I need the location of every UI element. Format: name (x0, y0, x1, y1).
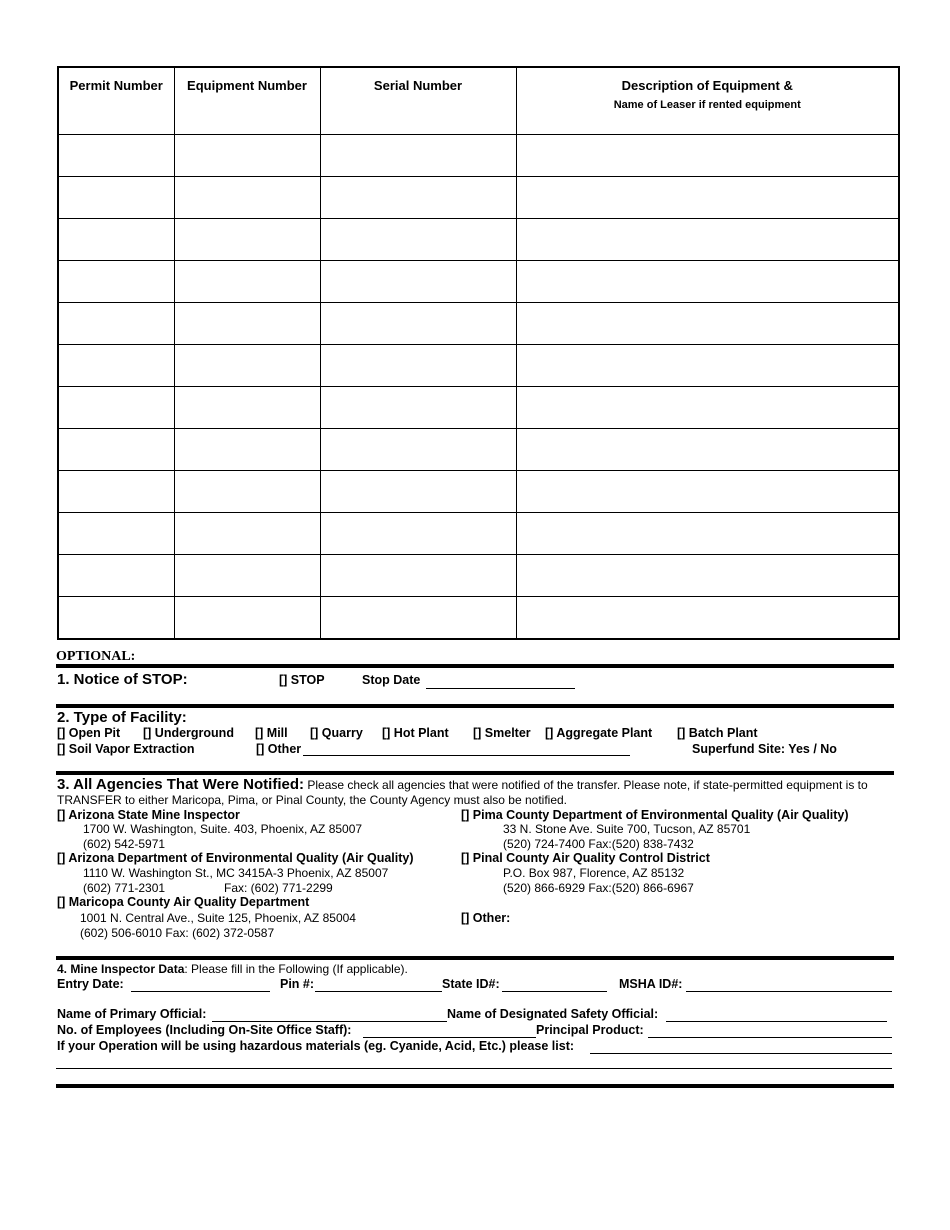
header-description-line2: Name of Leaser if rented equipment (613, 99, 801, 111)
superfund-site[interactable]: Superfund Site: Yes / No (692, 742, 837, 756)
stop-date-field[interactable] (426, 674, 575, 689)
cell-serial-number[interactable] (320, 345, 516, 387)
cell-permit-number[interactable] (58, 177, 174, 219)
stop-date-label: Stop Date (362, 673, 421, 687)
table-row (58, 555, 899, 597)
section-divider (56, 956, 894, 960)
cell-permit-number[interactable] (58, 555, 174, 597)
cell-equipment-number[interactable] (174, 429, 320, 471)
facility-mill[interactable]: [] Mill (255, 726, 288, 740)
cell-equipment-number[interactable] (174, 387, 320, 429)
table-row (58, 303, 899, 345)
agency-pima-phone: (520) 724-7400 Fax:(520) 838-7432 (503, 837, 694, 851)
safety-official-field[interactable] (666, 1007, 887, 1022)
safety-official-label: Name of Designated Safety Official: (447, 1007, 659, 1021)
facility-other[interactable]: [] Other (256, 742, 302, 756)
header-description (516, 67, 899, 135)
stop-checkbox[interactable]: [] STOP (279, 673, 325, 687)
optional-label: OPTIONAL: (56, 649, 136, 664)
cell-equipment-number[interactable] (174, 261, 320, 303)
cell-description[interactable] (516, 135, 899, 177)
cell-serial-number[interactable] (320, 219, 516, 261)
cell-serial-number[interactable] (320, 135, 516, 177)
cell-equipment-number[interactable] (174, 303, 320, 345)
principal-product-label: Principal Product: (536, 1023, 644, 1037)
cell-equipment-number[interactable] (174, 513, 320, 555)
cell-permit-number[interactable] (58, 471, 174, 513)
table-row (58, 513, 899, 555)
agency-maricopa-address: 1001 N. Central Ave., Suite 125, Phoenix, AZ 85004 (80, 911, 356, 925)
cell-permit-number[interactable] (58, 135, 174, 177)
agency-maricopa-phone: (602) 506-6010 Fax: (602) 372-0587 (80, 926, 275, 940)
principal-product-field[interactable] (648, 1023, 892, 1038)
cell-description[interactable] (516, 387, 899, 429)
cell-equipment-number[interactable] (174, 135, 320, 177)
cell-equipment-number[interactable] (174, 471, 320, 513)
section-divider-bottom (56, 1084, 894, 1088)
cell-description[interactable] (516, 513, 899, 555)
agency-asmi-address: 1700 W. Washington, Suite. 403, Phoenix, AZ 85007 (83, 822, 363, 836)
cell-description[interactable] (516, 471, 899, 513)
hazmat-label: If your Operation will be using hazardous materials (eg. Cyanide, Acid, Etc.) please list: (57, 1039, 575, 1053)
cell-description[interactable] (516, 429, 899, 471)
table-row (58, 597, 899, 640)
table-row (58, 261, 899, 303)
facility-heading: 2. Type of Facility: (57, 709, 187, 726)
pin-field[interactable] (315, 977, 442, 992)
agency-asmi-phone: (602) 542-5971 (83, 837, 166, 851)
table-row (58, 345, 899, 387)
entry-date-field[interactable] (131, 977, 270, 992)
agency-adeq-fax: Fax: (602) 771-2299 (224, 881, 333, 895)
cell-serial-number[interactable] (320, 177, 516, 219)
facility-smelter[interactable]: [] Smelter (473, 726, 531, 740)
facility-other-field[interactable] (303, 741, 630, 756)
hazmat-field[interactable] (590, 1039, 892, 1054)
header-description-line1: Description of Equipment & (621, 78, 793, 93)
header-permit-number: Permit Number (58, 67, 174, 135)
inspector-heading-rest: : Please fill in the Following (If applicable). (184, 962, 408, 976)
cell-permit-number[interactable] (58, 387, 174, 429)
agencies-heading: 3. All Agencies That Were Notified: (57, 776, 304, 793)
cell-permit-number[interactable] (58, 303, 174, 345)
facility-open-pit[interactable]: [] Open Pit (57, 726, 121, 740)
inspector-heading: 4. Mine Inspector Data (57, 962, 185, 976)
agency-adeq-name[interactable]: [] Arizona Department of Environmental Quality (Air Quality) (57, 851, 414, 865)
cell-serial-number[interactable] (320, 303, 516, 345)
inspector-heading-line (57, 962, 408, 976)
facility-soil-vapor[interactable]: [] Soil Vapor Extraction (57, 742, 195, 756)
agency-adeq-phone: (602) 771-2301 (83, 881, 166, 895)
state-id-field[interactable] (502, 977, 607, 992)
equipment-table (57, 66, 900, 640)
facility-quarry[interactable]: [] Quarry (310, 726, 363, 740)
cell-serial-number[interactable] (320, 261, 516, 303)
cell-description[interactable] (516, 261, 899, 303)
stop-heading: 1. Notice of STOP: (57, 671, 188, 688)
header-serial-number: Serial Number (320, 67, 516, 135)
agency-pinal-address: P.O. Box 987, Florence, AZ 85132 (503, 866, 685, 880)
employees-field[interactable] (363, 1023, 536, 1038)
cell-serial-number[interactable] (320, 555, 516, 597)
entry-date-label: Entry Date: (57, 977, 124, 991)
cell-description[interactable] (516, 219, 899, 261)
cell-serial-number[interactable] (320, 387, 516, 429)
cell-permit-number[interactable] (58, 429, 174, 471)
msha-id-field[interactable] (686, 977, 892, 992)
agencies-intro (57, 776, 868, 793)
cell-equipment-number[interactable] (174, 345, 320, 387)
agency-asmi-name[interactable]: [] Arizona State Mine Inspector (57, 808, 240, 822)
cell-permit-number[interactable] (58, 219, 174, 261)
cell-permit-number[interactable] (58, 261, 174, 303)
cell-description[interactable] (516, 177, 899, 219)
header-equipment-number: Equipment Number (174, 67, 320, 135)
facility-batch-plant[interactable]: [] Batch Plant (677, 726, 758, 740)
table-row (58, 135, 899, 177)
cell-permit-number[interactable] (58, 597, 174, 640)
primary-official-label: Name of Primary Official: (57, 1007, 207, 1021)
table-header-row (58, 67, 899, 135)
cell-serial-number[interactable] (320, 471, 516, 513)
cell-permit-number[interactable] (58, 345, 174, 387)
facility-aggregate-plant[interactable]: [] Aggregate Plant (545, 726, 653, 740)
agencies-intro-line1: Please check all agencies that were notified of the transfer. Please note, if state-permitted equipment is to (307, 778, 868, 792)
agency-pima-name[interactable]: [] Pima County Department of Environmental Quality (Air Quality) (461, 808, 849, 822)
facility-hot-plant[interactable]: [] Hot Plant (382, 726, 449, 740)
cell-description[interactable] (516, 345, 899, 387)
agency-adeq-address: 1110 W. Washington St., MC 3415A-3 Phoenix, AZ 85007 (83, 866, 389, 880)
agency-maricopa-name[interactable]: [] Maricopa County Air Quality Department (57, 895, 310, 909)
agency-pinal-phone: (520) 866-6929 Fax:(520) 866-6967 (503, 881, 694, 895)
table-row (58, 471, 899, 513)
section-divider (56, 664, 894, 668)
cell-serial-number[interactable] (320, 597, 516, 640)
agency-other[interactable]: [] Other: (461, 911, 511, 925)
employees-label: No. of Employees (Including On-Site Office Staff): (57, 1023, 352, 1037)
agencies-intro-line2: TRANSFER to either Maricopa, Pima, or Pinal County, the County Agency must also be notified. (57, 793, 568, 807)
agency-pinal-name[interactable]: [] Pinal County Air Quality Control District (461, 851, 710, 865)
section-divider (56, 704, 894, 708)
state-id-label: State ID#: (442, 977, 500, 991)
primary-official-field[interactable] (212, 1007, 447, 1022)
agency-pima-address: 33 N. Stone Ave. Suite 700, Tucson, AZ 85701 (503, 822, 751, 836)
facility-underground[interactable]: [] Underground (143, 726, 234, 740)
cell-serial-number[interactable] (320, 429, 516, 471)
table-row (58, 429, 899, 471)
cell-description[interactable] (516, 303, 899, 345)
cell-serial-number[interactable] (320, 513, 516, 555)
cell-equipment-number[interactable] (174, 219, 320, 261)
cell-equipment-number[interactable] (174, 597, 320, 640)
section-divider (56, 771, 894, 775)
table-row (58, 177, 899, 219)
cell-equipment-number[interactable] (174, 177, 320, 219)
pin-label: Pin #: (280, 977, 315, 991)
cell-equipment-number[interactable] (174, 555, 320, 597)
cell-description[interactable] (516, 555, 899, 597)
cell-description[interactable] (516, 597, 899, 640)
hazmat-extra-line[interactable] (56, 1068, 892, 1069)
table-row (58, 219, 899, 261)
msha-id-label: MSHA ID#: (619, 977, 683, 991)
table-row (58, 387, 899, 429)
cell-permit-number[interactable] (58, 513, 174, 555)
